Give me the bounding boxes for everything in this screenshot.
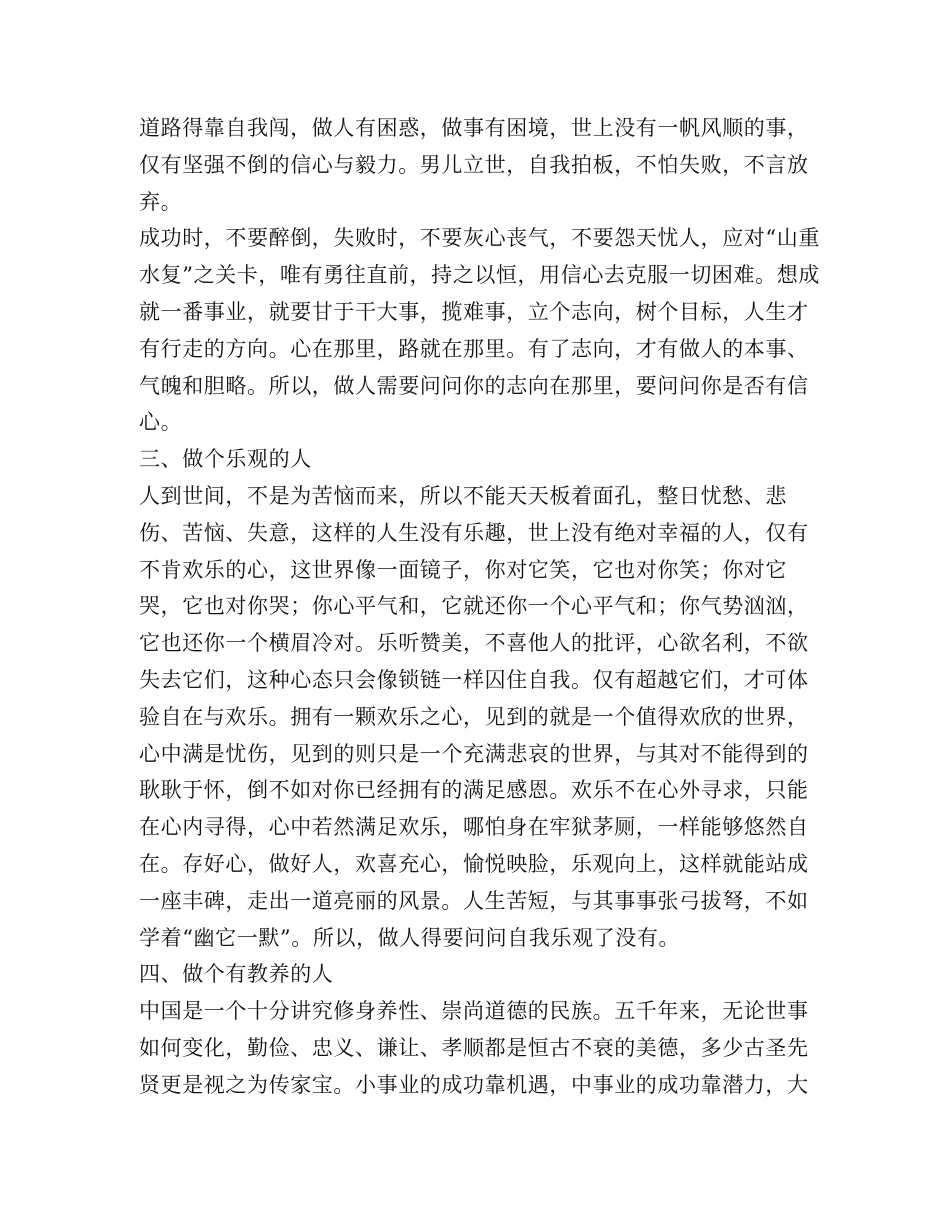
section-heading: 四、做个有教养的人 [139,962,334,987]
document-body [139,110,829,1104]
paragraph: 中国是一个十分讲究修身养性、崇尚道德的民族。五千年来，无论世事如何变化，勤俭、忠义、谦让、孝顺都是恒古不衰的美德，多少古圣先贤更是视之为传家宝。小事业的成功靠机遇，中事业的成功靠潜力，大 [139,999,809,1097]
section-heading: 三、做个乐观的人 [139,447,312,472]
paragraph: 道路得靠自我闯，做人有困惑，做事有困境，世上没有一帆风顺的事，仅有坚强不倒的信心与毅力。男儿立世，自我拍板，不怕失败，不言放弃。 [139,116,809,214]
paragraph: 成功时，不要醉倒，失败时，不要灰心丧气，不要怨天忧人，应对“山重水复”之关卡，唯有勇往直前，持之以恒，用信心去克服一切困难。想成就一番事业，就要甘于干大事，揽难事，立个志向，树个目标，人生才有行走的方向。心在那里，路就在那里。有了志向，才有做人的本事、气魄和胆略。所以，做人需要问问你的志向在那里，要问问你是否有信心。 [139,226,820,435]
paragraph: 人到世间，不是为苦恼而来，所以不能天天板着面孔，整日忧愁、悲伤、苦恼、失意，这样的人生没有乐趣，世上没有绝对幸福的人，仅有不肯欢乐的心，这世界像一面镜子，你对它笑，它也对你笑；你对它哭，它也对你哭；你心平气和，它就还你一个心平气和；你气势汹汹，它也还你一个横眉冷对。乐听赞美，不喜他人的批评，心欲名利，不欲失去它们，这种心态只会像锁链一样囚住自我。仅有超越它们，才可体验自在与欢乐。拥有一颗欢乐之心，见到的就是一个值得欢欣的世界，心中满是忧伤，见到的则只是一个充满悲哀的世界，与其对不能得到的耿耿于怀，倒不如对你已经拥有的满足感恩。欢乐不在心外寻求，只能在心内寻得，心中若然满足欢乐，哪怕身在牢狱茅厕，一样能够悠然自在。存好心，做好人，欢喜充心，愉悦映脸，乐观向上，这样就能站成一座丰碑，走出一道亮丽的风景。人生苦短，与其事事张弓拔弩，不如学着“幽它一默”。所以，做人得要问问自我乐观了没有。 [139,483,809,950]
